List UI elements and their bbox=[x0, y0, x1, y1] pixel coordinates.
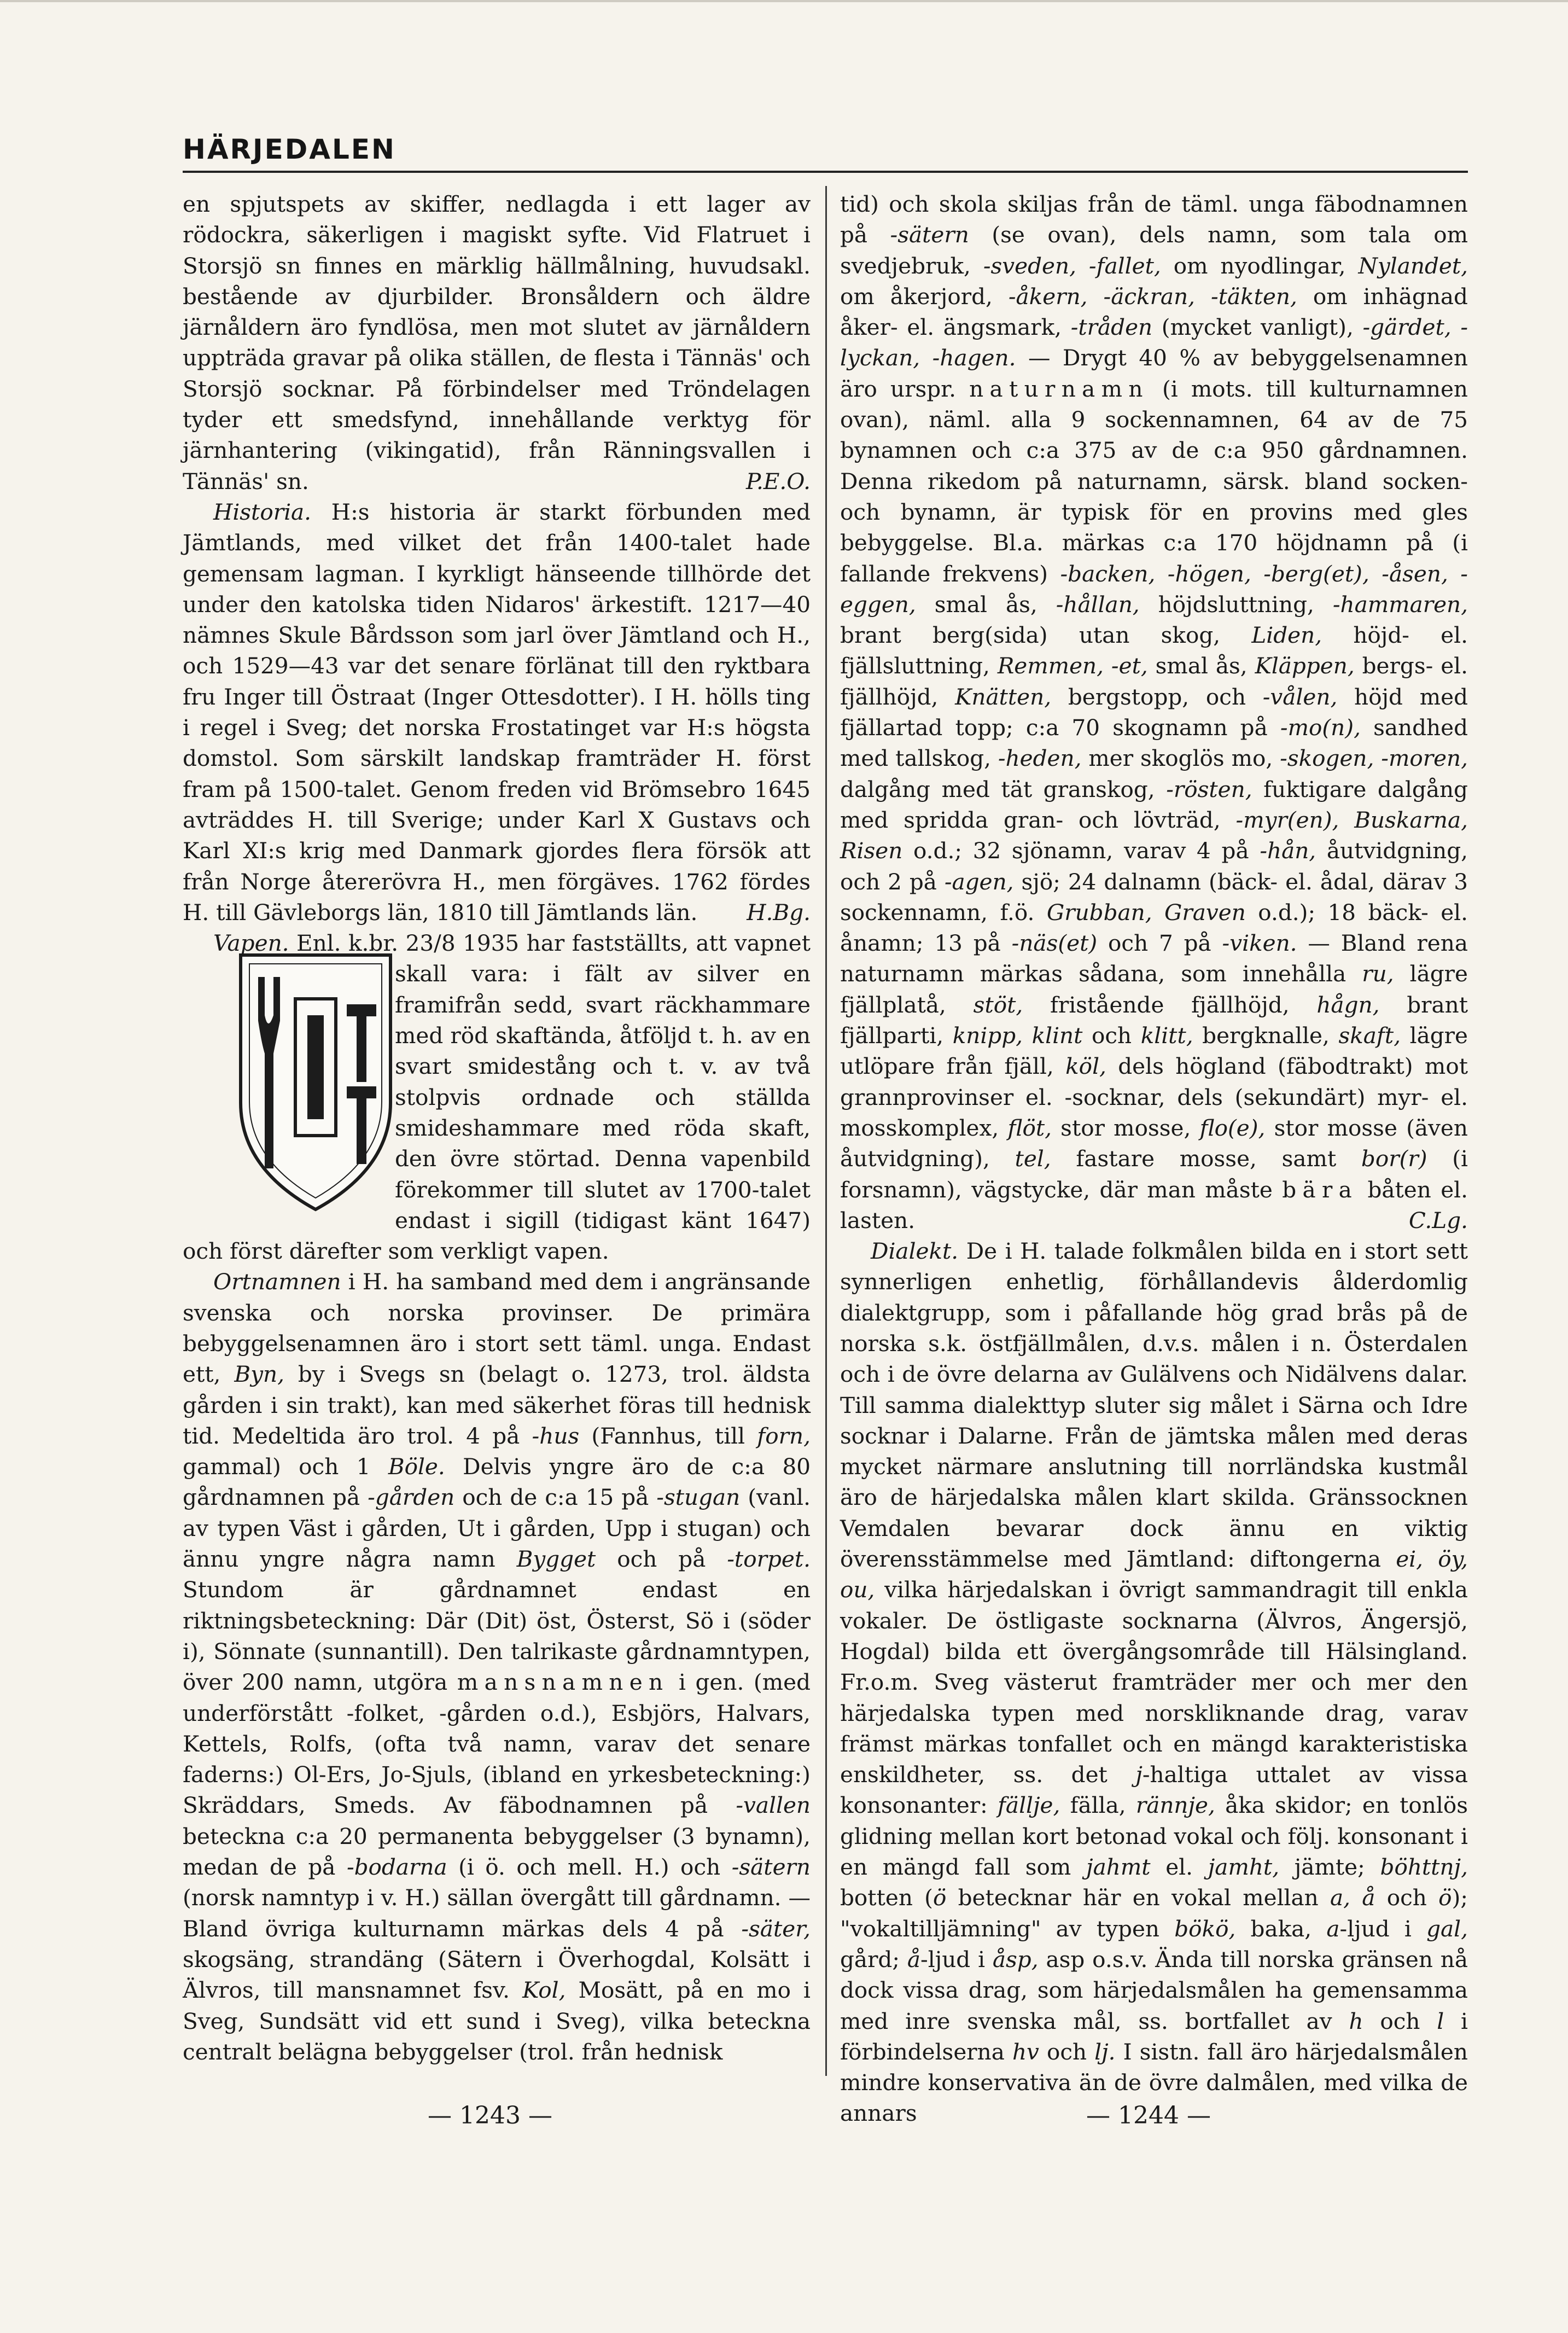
ortnamn-text: dalgång med tät granskog, bbox=[840, 776, 1167, 802]
place-name: hågn, bbox=[1316, 991, 1380, 1018]
ortnamn-text: brant berg(sida) utan skog, bbox=[840, 622, 1252, 649]
ortnamn-text: (i forsnamn), vägstycke, där man måste bbox=[840, 1145, 1468, 1203]
spaced-term: mansnamnen bbox=[457, 1669, 669, 1696]
dialect-form: böhttnj, bbox=[1380, 1854, 1468, 1881]
dialekt-text: I sistn. fall äro härjedalsmålen mindre konservativa än de övre dalmålen, med vilka de annars bbox=[840, 2038, 1468, 2127]
ortnamn-text: fristående fjällhöjd, bbox=[1023, 991, 1317, 1018]
ortnamn-text: fastare mosse, samt bbox=[1051, 1145, 1361, 1172]
place-name: -vålen, bbox=[1262, 683, 1338, 710]
ortnamn-text: (vanl. av typen Väst i gården, Ut i gården, Upp i stugan) och ännu yngre några namn bbox=[183, 1484, 811, 1573]
ortnamn-text: Stundom är gårdnamnet endast en riktningsbeteckning: Där (Dit) öst, Österst, Sö i (söder i), Sönnate (sunnantill). Den talrikaste gårdnamntypen, över 200 namn, utgöra bbox=[183, 1576, 811, 1696]
place-name: -torpet. bbox=[727, 1546, 811, 1573]
place-name: forn, bbox=[757, 1422, 811, 1449]
ortnamn-text: o.d.); 18 bäck- el. ånamn; 13 på bbox=[840, 899, 1468, 957]
place-name: -mo(n), bbox=[1280, 714, 1361, 741]
dialect-form: ö bbox=[932, 1884, 947, 1911]
ortnamn-text: bergstopp, och bbox=[1051, 683, 1263, 710]
ortnamn-text: Delvis yngre äro de c:a 80 gårdnamnen på bbox=[183, 1453, 811, 1511]
dialect-form: j bbox=[1135, 1761, 1143, 1788]
ortnamn-text: och på bbox=[596, 1546, 727, 1573]
ortnamn-text: (i ö. och mell. H.) och bbox=[447, 1854, 732, 1881]
ortnamn-text: åutvidgning, och 2 på bbox=[840, 837, 1468, 895]
dialekt-text: botten ( bbox=[840, 1884, 933, 1911]
place-name: köl, bbox=[1065, 1053, 1106, 1080]
place-name: -skogen, -moren, bbox=[1280, 745, 1468, 772]
place-name: -vallen bbox=[736, 1792, 811, 1819]
place-name: -hån, bbox=[1260, 837, 1316, 864]
dialekt-text: asp o.s.v. Ända till norska gränsen nå dock vissa drag, som härjedalsmålen ha gemensamma med inre svenska mål, ss. bortfallet av bbox=[840, 1946, 1468, 2034]
column-divider bbox=[825, 186, 827, 2076]
paragraph-ortnamn-cont bbox=[840, 189, 1468, 1236]
place-name: tel, bbox=[1015, 1145, 1051, 1172]
place-name: klitt, bbox=[1140, 1022, 1193, 1049]
header-rule bbox=[183, 171, 1468, 173]
place-name: -viken. bbox=[1222, 930, 1297, 957]
page-number-left: — 1243 — bbox=[428, 2102, 552, 2130]
ortnamn-text: stor mosse (även åutvidgning), bbox=[840, 1114, 1468, 1172]
place-name: -myr(en), Buskarna, Risen bbox=[840, 806, 1468, 864]
place-name: stöt, bbox=[973, 991, 1023, 1018]
dialect-form: jamht, bbox=[1208, 1854, 1280, 1881]
place-name: skaft, bbox=[1338, 1022, 1401, 1049]
place-name: bor(r) bbox=[1361, 1145, 1427, 1172]
dialekt-text: baka, bbox=[1235, 1915, 1327, 1942]
ortnamn-text: by i Svegs sn (belagt o. 1273, trol. äldsta gården i sin trakt), kan med säkerhet föras till hednisk tid. Medeltida äro trol. 4 på bbox=[183, 1361, 811, 1449]
ortnamn-text: dels högland (fäbodtrakt) mot grannprovinser el. -socknar, dels (sekundärt) myr- el. mosskomplex, bbox=[840, 1053, 1468, 1141]
ortnamn-text: smal ås, bbox=[916, 591, 1056, 618]
ortnamn-text: sandhed med tallskog, bbox=[840, 714, 1468, 772]
dialect-form: hv bbox=[1012, 2038, 1039, 2065]
ortnamn-text: och 7 på bbox=[1097, 930, 1222, 957]
dialect-form: l bbox=[1437, 2008, 1444, 2034]
place-name: -agen, bbox=[944, 868, 1014, 895]
dialect-form: fällje, bbox=[997, 1792, 1060, 1819]
place-name: -heden, bbox=[998, 745, 1082, 772]
ortnamn-text: — Bland rena naturnamn märkas sådana, som innehålla bbox=[840, 930, 1468, 987]
ortnamn-text: gammal) och 1 bbox=[183, 1453, 388, 1480]
ortnamn-text: fuktigare dalgång med spridda gran- och lövträd, bbox=[840, 776, 1468, 833]
vapen-text: Enl. k.br. 23/8 1935 har fastställts, att vapnet skall vara: i fält av silver en framifrån sedd, svart räckhammare med röd skaftända, åtföljd t. h. av en svart smidestång och t. v. av två stolpvis ordnade och ställda smideshammare med röda skaft, den övre störtad. Denna vapenbild förekommer till slutet av 1700-talet endast i sigill (tidigast känt 1647) och först därefter som verkligt vapen. bbox=[183, 930, 811, 1265]
dialekt-text: fälla, bbox=[1060, 1792, 1136, 1819]
dialect-form: å bbox=[907, 1946, 921, 1973]
dialect-form: ei, öy, ou, bbox=[840, 1546, 1468, 1603]
author-signature: C.Lg. bbox=[1408, 1207, 1468, 1234]
spaced-term: naturnamn bbox=[969, 375, 1149, 402]
ortnamn-text: höjd- el. fjällsluttning, bbox=[840, 622, 1468, 679]
author-signature: P.E.O. bbox=[745, 468, 811, 494]
dialect-form: ö bbox=[1438, 1884, 1452, 1911]
place-name: Remmen, -et, bbox=[997, 653, 1148, 679]
ortnamn-text: i gen. (med underförstått -folket, -gården o.d.), Esbjörs, Halvars, Kettels, Rolfs, (ofta två namn, varav det senare faderns:) Ol-Ers, Jo-Sjuls, (ibland en yrkesbeteckning:) Skräddars, Smeds. Av fäbodnamnen på bbox=[183, 1669, 811, 1819]
place-name: Kläppen, bbox=[1255, 653, 1355, 679]
coat-of-arms bbox=[195, 939, 375, 1223]
place-name: flo(e), bbox=[1199, 1114, 1266, 1141]
dialect-form: bökö, bbox=[1174, 1915, 1236, 1942]
dialect-form: h bbox=[1349, 2008, 1363, 2034]
place-name: Grubban, Graven bbox=[1046, 899, 1246, 926]
place-name: -hammaren, bbox=[1332, 591, 1468, 618]
historia-text: H:s historia är starkt förbunden med Jämtlands, med vilket det från 1400-talet hade gemensam lagman. I kyrkligt hänseende tillhörde det under den katolska tiden Nidaros' ärkestift. 1217—40 nämnes Skule Bårdsson som jarl över Jämtland och H., och 1529—43 var det senare förlänat till den ryktbara fru Inger till Östraat (Inger Ottesdotter). I H. hölls ting i regel i Sveg; det norska Frostatinget var H:s högsta domstol. Som särskilt landskap framträder H. först fram på 1500-talet. Genom freden vid Brömsebro 1645 avträddes H. till Sverige; under Karl X Gustavs och Karl XI:s krig med Danmark gjordes flera försök att från Norge återerövra H., men förgäves. 1762 fördes H. till Gävleborgs län, 1810 till Jämtlands län. bbox=[183, 498, 811, 926]
place-name: -tråden bbox=[1070, 314, 1153, 341]
place-name: knipp, klint bbox=[952, 1022, 1083, 1049]
ortnamn-text: och de c:a 15 på bbox=[454, 1484, 657, 1511]
dialect-form: gal, bbox=[1426, 1915, 1468, 1942]
ortnamn-text: i H. ha samband med dem i angränsande svenska och norska provinser. De primära bebyggelsenamnen äro i stort sett täml. unga. Endast ett, bbox=[183, 1269, 811, 1388]
author-signature: H.Bg. bbox=[747, 899, 811, 926]
ortnamn-text: höjd med fjällartad topp; c:a 70 skognamn på bbox=[840, 683, 1468, 741]
ortnamn-text: sjö; 24 dalnamn (bäck- el. ådal, därav 3 sockennamn, f.ö. bbox=[840, 868, 1468, 926]
ortnamn-text: bergknalle, bbox=[1193, 1022, 1339, 1049]
ortnamn-text: lägre fjällplatå, bbox=[840, 961, 1468, 1018]
place-name: Knätten, bbox=[955, 683, 1052, 710]
place-name: -åkern, -äckran, -täkten, bbox=[1008, 283, 1297, 310]
paragraph-historia bbox=[183, 497, 811, 928]
ortnamn-text: (se ovan), dels namn, som tala om svedjebruk, bbox=[840, 222, 1468, 279]
dialekt-text: gård; bbox=[840, 1946, 907, 1973]
ortnamn-text: och bbox=[1082, 1022, 1141, 1049]
place-name: -näs(et) bbox=[1011, 930, 1098, 957]
ortnamn-text: (mycket vanligt), bbox=[1152, 314, 1363, 341]
dialekt-text: och bbox=[1363, 2008, 1437, 2034]
dialect-form: rännje, bbox=[1135, 1792, 1215, 1819]
dialekt-text: och bbox=[1375, 1884, 1439, 1911]
dialekt-text: el. bbox=[1150, 1854, 1208, 1881]
section-heading-ortnamn: Ortnamnen bbox=[213, 1269, 341, 1295]
place-name: -säter, bbox=[741, 1915, 811, 1942]
place-name: -gården bbox=[368, 1484, 455, 1511]
dialect-form: lj. bbox=[1094, 2038, 1116, 2065]
paragraph-ortnamn bbox=[183, 1266, 811, 2067]
place-name: -hållan, bbox=[1056, 591, 1140, 618]
ortnamn-text: om nyodlingar, bbox=[1161, 252, 1359, 279]
coat-of-arms-icon bbox=[225, 939, 406, 1223]
dialekt-text: och bbox=[1039, 2038, 1095, 2065]
ortnamn-text: skogsäng, strandäng (Sätern i Överhogdal, Kolsätt i Älvros, till mansnamnet fsv. bbox=[183, 1946, 811, 2004]
place-name: Byn, bbox=[234, 1361, 284, 1388]
ortnamn-text: mer skoglös mo, bbox=[1081, 745, 1280, 772]
ortnamn-text: lägre utlöpare från fjäll, bbox=[840, 1022, 1468, 1080]
place-name: -sätern bbox=[731, 1854, 811, 1881]
place-name: flöt, bbox=[1007, 1114, 1052, 1141]
place-name: -gärdet, -lyckan, -hagen. bbox=[840, 314, 1468, 371]
ortnamn-text: om åkerjord, bbox=[840, 283, 1009, 310]
dialect-form: åsp, bbox=[992, 1946, 1039, 1973]
place-name: -stugan bbox=[656, 1484, 741, 1511]
paragraph-prehistory bbox=[183, 189, 811, 497]
left-column bbox=[183, 189, 811, 2067]
ortnamn-text: beteckna c:a 20 permanenta bebyggelser (3 bynamn), medan de på bbox=[183, 1823, 811, 1881]
place-name: Kol, bbox=[522, 1977, 566, 2004]
dialekt-text: ); "vokaltilljämning" av typen bbox=[840, 1884, 1468, 1942]
ortnamn-text: Mosätt, på en mo i Sveg, Sundsätt vid ett sund i Sveg), vilka beteckna centralt belägna bebyggelser (trol. från hednisk bbox=[183, 1977, 811, 2065]
dialekt-text: jämte; bbox=[1279, 1854, 1380, 1881]
dialect-form: a bbox=[1326, 1915, 1340, 1942]
section-heading-historia: Historia. bbox=[213, 498, 312, 525]
place-name: -rösten, bbox=[1166, 776, 1252, 802]
running-head: HÄRJEDALEN bbox=[183, 133, 396, 165]
place-name: -hus bbox=[532, 1422, 580, 1449]
ortnamn-text: o.d.; 32 sjönamn, varav 4 på bbox=[902, 837, 1260, 864]
ortnamn-text: (i mots. till kulturnamnen ovan), näml. alla 9 sockennamnen, 64 av de 75 bynamnen och c:a 375 av de c:a 950 gårdnamnen. Denna rikedom på naturnamn, särsk. bland socken- och bynamn, är typisk för en provins med gles bebyggelse. Bl.a. märkas c:a 170 höjdnamn på (i fallande frekvens) bbox=[840, 375, 1468, 587]
section-heading-dialekt: Dialekt. bbox=[871, 1238, 959, 1265]
ortnamn-text: höjdsluttning, bbox=[1139, 591, 1333, 618]
place-name: ru, bbox=[1362, 961, 1394, 987]
right-column bbox=[840, 189, 1468, 2129]
place-name: Nylandet, bbox=[1358, 252, 1468, 279]
paragraph-vapen bbox=[183, 928, 811, 1266]
place-name: Liden, bbox=[1251, 622, 1322, 649]
ortnamn-text: båten el. lasten. bbox=[840, 1176, 1468, 1234]
ortnamn-text: smal ås, bbox=[1147, 653, 1255, 679]
ortnamn-text: bergs- el. fjällhöjd, bbox=[840, 653, 1468, 710]
dialekt-text: -haltiga uttalet av vissa konsonanter: bbox=[840, 1761, 1468, 1819]
ortnamn-text: stor mosse, bbox=[1051, 1114, 1200, 1141]
spaced-term: bära bbox=[1282, 1176, 1359, 1203]
dialekt-text: betecknar här en vokal mellan bbox=[946, 1884, 1330, 1911]
ortnamn-text: (Fannhus, till bbox=[579, 1422, 757, 1449]
dialekt-text: De i H. talade folkmålen bilda en i stort sett synnerligen enhetlig, förhållandevis ålderdomlig dialektgrupp, som i påfallande hög grad brås på de norska s.k. östfjällmålen, d.v.s. målen i n. Österdalen och i de övre delarna av Gulälvens och Nidälvens dalar. Till samma dialekttyp sluter sig målet i Särna och Idre socknar i Dalarne. Från de jämtska målen med deras mycket närmare anslutning till norrländska kustmål äro de härjedalska målen klart skilda. Gränssocknen Vemdalen bevarar dock ännu en viktig överensstämmelse med Jämtland: diftongerna bbox=[840, 1238, 1468, 1573]
page-number-right: — 1244 — bbox=[1086, 2102, 1211, 2130]
ortnamn-text: (norsk namntyp i v. H.) sällan övergått till gårdnamn. — Bland övriga kulturnamn märkas dels 4 på bbox=[183, 1884, 811, 1942]
dialekt-text: i förbindelserna bbox=[840, 2008, 1468, 2065]
dialekt-text: -ljud i bbox=[1339, 1915, 1427, 1942]
ortnamn-text: — Drygt 40 % av bebyggelsenamnen äro urspr. bbox=[840, 345, 1468, 402]
place-name: -sätern bbox=[890, 222, 969, 248]
place-name: -sveden, -fallet, bbox=[983, 252, 1161, 279]
prehistory-text: en spjutspets av skiffer, nedlagda i ett lager av rödockra, säkerligen i magiskt syfte. Vid Flatruet i Storsjö sn finnes en märklig hällmålning, huvudsakl. bestående av djurbilder. Bronsåldern och äldre järnåldern äro fyndlösa, men mot slutet av järnåldern uppträda gravar på olika ställen, de flesta i Tännäs' och Storsjö socknar. På förbindelser med Tröndelagen tyder ett smedsfynd, innehållande verktyg för järnhantering (vikingatid), från Ränningsvallen i Tännäs' sn. bbox=[183, 191, 811, 494]
dialekt-text: åka skidor; en tonlös glidning mellan kort betonad vokal och följ. konsonant i en mängd fall som bbox=[840, 1792, 1468, 1881]
place-name: Böle. bbox=[388, 1453, 445, 1480]
paragraph-dialekt bbox=[840, 1236, 1468, 2129]
ortnamn-text: brant fjällparti, bbox=[840, 991, 1468, 1049]
dialect-form: jahmt bbox=[1086, 1854, 1151, 1881]
ortnamn-text: tid) och skola skiljas från de täml. unga fäbodnamnen på bbox=[840, 191, 1468, 248]
section-heading-vapen: Vapen. bbox=[213, 930, 289, 957]
place-name: Bygget bbox=[516, 1546, 596, 1573]
dialekt-text: vilka härjedalskan i övrigt sammandragit till enkla vokaler. De östligaste socknarna (Älvros, Ängersjö, Hogdal) bilda ett övergångsområde till Hälsingland. Fr.o.m. Sveg västerut framträder mer och mer den härjedalska typen med norskliknande drag, varav främst märkas tonfallet och en mängd karakteristiska enskildheter, ss. det bbox=[840, 1576, 1468, 1788]
dialect-form: a, å bbox=[1330, 1884, 1375, 1911]
dialekt-text: -ljud i bbox=[920, 1946, 993, 1973]
place-name: -backen, -högen, -berg(et), -åsen, -eggen, bbox=[840, 560, 1468, 618]
ortnamn-text: om inhägnad åker- el. ängsmark, bbox=[840, 283, 1468, 341]
place-name: -bodarna bbox=[346, 1854, 447, 1881]
